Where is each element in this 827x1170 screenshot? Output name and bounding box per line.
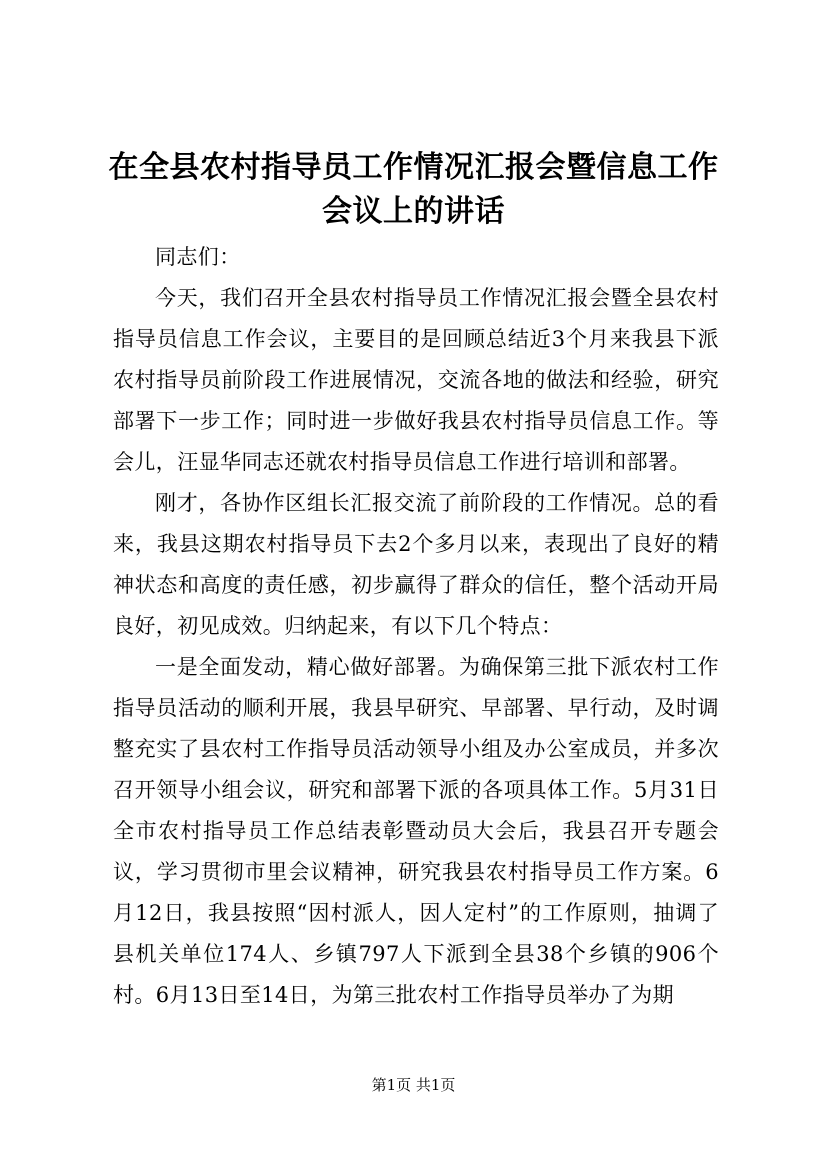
document-title: 在全县农村指导员工作情况汇报会暨信息工作会议上的讲话 — [108, 150, 719, 229]
document-body — [113, 237, 719, 1016]
page-footer: 第1页 共1页 — [371, 1076, 456, 1094]
body-paragraph: 一是全面发动，精心做好部署。为确保第三批下派农村工作指导员活动的顺利开展，我县早研究、早部署、早行动，及时调整充实了县农村工作指导员活动领导小组及办公室成员，并多次召开领导小组会议，研究和部署下派的各项具体工作。5月31日全市农村指导员工作总结表彰暨动员大会后，我县召开专题会议，学习贯彻市里会议精神，研究我县农村指导员工作方案。6月12日，我县按照“因村派人，因人定村”的工作原则，抽调了县机关单位174人、乡镇797人下派到全县38个乡镇的906个村。6月13日至14日，为第三批农村工作指导员举办了为期 — [113, 655, 719, 1007]
salutation-paragraph: 同志们： — [155, 245, 241, 269]
body-paragraph: 今天，我们召开全县农村指导员工作情况汇报会暨全县农村指导员信息工作会议，主要目的是回顾总结近3个月来我县下派农村指导员前阶段工作进展情况，交流各地的做法和经验，研究部署下一步工作；同时进一步做好我县农村指导员信息工作。等会儿，汪显华同志还就农村指导员信息工作进行培训和部署。 — [113, 286, 719, 474]
body-paragraph: 刚才，各协作区组长汇报交流了前阶段的工作情况。总的看来，我县这期农村指导员下去2个多月以来，表现出了良好的精神状态和高度的责任感，初步赢得了群众的信任，整个活动开局良好，初见成效。归纳起来，有以下几个特点： — [113, 491, 719, 638]
